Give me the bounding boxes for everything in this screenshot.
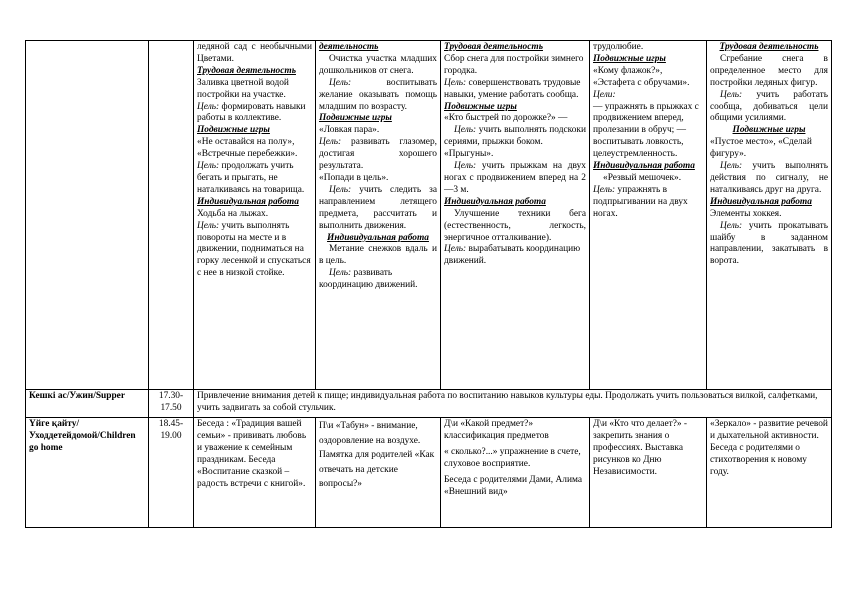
text: Беседа с родителями Дами, Алима «Внешний вид» <box>444 474 582 497</box>
heading: Индивидуальная работа <box>593 161 695 172</box>
text: упражнять в подпрыгивании на двух ногах. <box>593 184 688 219</box>
text: учить следить за направлением летящего предмета, рассчитать и выполнить движения. <box>319 184 437 231</box>
text: «Кому флажок?», «Эстафета с обручами». <box>593 65 690 88</box>
heading: Индивидуальная работа <box>197 196 299 207</box>
walk-day3-cell <box>441 41 590 390</box>
text: Сгребание снега в определенное место для постройки ледяных фигур. <box>710 53 828 88</box>
text: учить прокатывать шайбу в заданном направлении, закатывать в ворота. <box>710 220 828 267</box>
heading: Индивидуальная работа <box>327 232 429 243</box>
text: продолжать учить бегать и прыгать, не наталкиваясь на товарища. <box>197 161 305 195</box>
goal-label: Цель: <box>454 125 477 136</box>
heading: Подвижные игры <box>319 113 392 124</box>
text: учить выполнять подскоки сериями, прыжки боком. <box>444 125 586 148</box>
home-day2-cell <box>316 418 441 528</box>
text: — упражнять в прыжках с продвижением вперед, пролезании в обруч; — воспитывать ловкость, целеустремленность. <box>593 101 699 160</box>
text: «Пустое место», «Сделай фигуру». <box>710 137 812 160</box>
supper-row <box>26 390 832 418</box>
walk-time-cell <box>149 41 194 390</box>
goal-label: Цель: <box>329 268 352 279</box>
goal-label: Цель: <box>319 137 342 148</box>
heading: Индивидуальная работа <box>710 196 812 207</box>
goal-label: Цель: <box>197 220 220 231</box>
text: «Прыгуны». <box>444 149 494 160</box>
walk-day5-cell <box>707 41 832 390</box>
goal-label: Цель: <box>329 77 352 88</box>
home-day5-cell: «Зеркало» - развитие речевой и дыхательной активности. Беседа с родителями о стихотворения к новому году. <box>707 418 832 528</box>
text: Метание снежков вдаль и в цель. <box>319 244 437 267</box>
heading: Трудовая деятельность <box>444 42 543 52</box>
goal-label: Цель: <box>329 184 352 195</box>
goal-label: Цель: <box>720 89 743 100</box>
supper-time: 17.30-17.50 <box>149 390 194 418</box>
goal-label: Цель: <box>593 184 616 195</box>
text: Заливка цветной водой постройки на участке. <box>197 77 289 100</box>
walk-day2-cell <box>316 41 441 390</box>
text: развивать глазомер, достигая хорошего результата. <box>319 137 437 172</box>
home-row <box>26 418 832 528</box>
goal-label: Цели: <box>593 89 616 100</box>
goal-label: Цель: <box>720 220 743 231</box>
text: формировать навыки работы в коллективе. <box>197 101 306 124</box>
supper-label: Кешкі ас/Ужин/Supper <box>26 390 149 418</box>
walk-row <box>26 41 832 390</box>
goal-label: Цель: <box>444 77 467 88</box>
heading: Подвижные игры <box>593 53 666 64</box>
text: ледяной сад с необычными Цветами. <box>197 42 312 64</box>
text: «Кто быстрей по дорожке?» — <box>444 113 568 124</box>
schedule-table <box>25 40 832 528</box>
goal-label: Цель: <box>454 161 477 172</box>
text: Улучшение техники бега (естественность, легкость, энергичное отталкивание). <box>444 208 586 243</box>
text: учить выполнять повороты на месте и в движении, подниматься на горку лесенкой и спускаться с нее в низкой стойке. <box>197 220 311 279</box>
text: П\и «Табун» - внимание, оздоровление на воздухе. <box>319 421 421 446</box>
text: Элементы хоккея. <box>710 208 782 219</box>
text: трудолюбие. <box>593 42 644 52</box>
heading: Подвижные игры <box>732 125 806 136</box>
text: учить выполнять действия по сигналу, не наталкиваясь друг на друга. <box>710 161 828 195</box>
heading: Подвижные игры <box>444 101 517 112</box>
text: Д\и «Какой предмет?» классификация предметов <box>444 419 549 441</box>
text: Ходьба на лыжах. <box>197 208 269 219</box>
goal-label: Цель: <box>197 101 220 112</box>
text: « сколько?...» упражнение в счете, слуховое восприятие. <box>444 446 581 469</box>
home-day4-cell: Д\и «Кто что делает?» - закрепить знания о профессиях. Выставка рисунков ко Дню Независимости. <box>590 418 707 528</box>
heading: Индивидуальная работа <box>444 196 546 207</box>
text: Сбор снега для постройки зимнего городка. <box>444 53 584 76</box>
text: «Не оставайся на полу», «Встречные перебежки». <box>197 137 298 160</box>
home-day3-cell <box>441 418 590 528</box>
text: учить работать сообща, добиваться цели общими усилиями. <box>710 89 828 124</box>
text: совершенствовать трудовые навыки, умение работать сообща. <box>444 77 581 100</box>
goal-label: Цель: <box>444 244 467 255</box>
walk-label-cell <box>26 41 149 390</box>
home-day1-cell: Беседа : «Традиция вашей семьи» - прививать любовь и уважение к семейным праздникам. Беседа «Воспитание сказкой – радость встречи с книгой». <box>194 418 316 528</box>
supper-description: Привлечение внимания детей к пище; индивидуальная работа по воспитанию навыков культуры еды. Продолжать учить пользоваться вилкой, салфетками, учить задвигать за собой стульчик. <box>194 390 832 418</box>
text: воспитывать желание оказывать помощь младшим по возрасту. <box>319 77 437 112</box>
walk-day1-cell <box>194 41 316 390</box>
goal-label: Цель: <box>197 161 220 172</box>
heading: Подвижные игры <box>197 125 270 136</box>
goal-label: Цель: <box>720 161 743 172</box>
text: развивать координацию движений. <box>319 268 418 291</box>
text: «Ловкая пара». <box>319 125 380 136</box>
home-label: Үйге қайту/ Уходдетейдомой/Children go home <box>26 418 149 528</box>
heading: Трудовая деятельность <box>719 42 819 52</box>
text: вырабатывать координацию движений. <box>444 244 581 267</box>
home-time: 18.45-19.00 <box>149 418 194 528</box>
heading: Трудовая деятельность <box>197 65 296 76</box>
heading: деятельность <box>319 42 379 52</box>
text: Очистка участка младших дошкольников от снега. <box>319 53 437 76</box>
text: «Попади в цель». <box>319 172 389 183</box>
text: «Резвый мешочек». <box>603 172 682 183</box>
text: учить прыжкам на двух ногах с продвижением вперед на 2—3 м. <box>444 161 586 195</box>
walk-day4-cell <box>590 41 707 390</box>
text: Памятка для родителей «Как отвечать на детские вопросы?» <box>319 450 435 489</box>
